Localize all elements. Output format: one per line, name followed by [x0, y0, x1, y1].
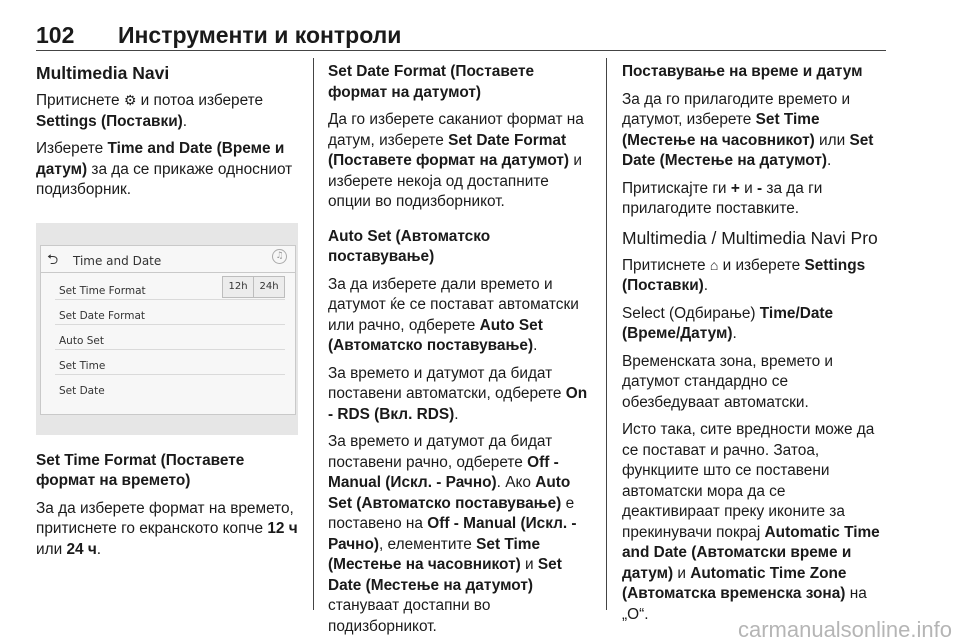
- paragraph: Да го изберете саканиот формат на датум, изберете Set Date Format (Поставете формат на датумот) и изберете некоја од достапните опции во подизборникот.: [328, 111, 584, 210]
- section-heading: Multimedia Navi: [36, 63, 170, 83]
- paragraph: За да го прилагодите времето и датумот, изберете Set Time (Местење на часовникот) или Set Date (Местење на датумот).: [622, 90, 874, 169]
- chapter-title: Инструменти и контроли: [118, 22, 402, 48]
- header-rule: [36, 50, 886, 51]
- home-icon: ⌂: [709, 256, 719, 273]
- column-3: [622, 62, 884, 632]
- gear-icon: ⚙: [123, 92, 137, 108]
- paragraph: Притискајте ги + и - за да ги прилагодите поставките.: [622, 179, 823, 217]
- music-note-icon: ♫: [272, 249, 287, 264]
- paragraph: Select (Одбирање) Time/Date (Време/Датум).: [622, 304, 834, 342]
- menu-row: Set Time Format 12h 24h: [55, 275, 285, 300]
- segment-24h: 24h: [253, 276, 285, 298]
- sub-heading: Поставување на време и датум: [622, 63, 863, 80]
- sub-heading: Auto Set (Автоматско поставување): [328, 227, 491, 265]
- page-header: [36, 22, 886, 52]
- menu-row: Auto Set: [55, 325, 285, 350]
- display-screen: [40, 245, 296, 415]
- paragraph: Временската зона, времето и датумот стандардно се обезбедуваат автоматски.: [622, 352, 834, 411]
- watermark: carmanualsonline.info: [737, 617, 952, 642]
- paragraph: Притиснете ⌂ и изберете Settings (Поставки).: [622, 256, 866, 294]
- sub-heading: Set Time Format (Поставете формат на времето): [36, 451, 245, 489]
- segment-12h: 12h: [222, 276, 254, 298]
- column-divider: [606, 58, 607, 610]
- paragraph: За времето и датумот да бидат поставени рачно, одберете Off - Manual (Искл. - Рачно). Ако Auto Set (Автоматско поставување) е поставено на Off - Manual (Искл. - Рачно), елементите Set Time (Местење на часовникот) и Set Date (Местење на датумот) стануваат достапни во подизборникот.: [328, 433, 577, 635]
- menu-row: Set Date Format: [55, 300, 285, 325]
- column-1: [36, 62, 298, 567]
- column-divider: [313, 58, 314, 610]
- paragraph: Исто така, сите вредности може да се постават и рачно. Затоа, функциите што се поставени автоматски мора да се деактивираат преку иконите за прекинувачи покрај Automatic Time and Date (Автоматски време и датум) и Automatic Time Zone (Автоматска временска зона) на „О“.: [622, 421, 880, 623]
- menu-row: Set Date: [59, 384, 105, 397]
- column-2: [328, 62, 590, 644]
- screen-title: Time and Date: [73, 253, 162, 268]
- paragraph: За времето и датумот да бидат поставени автоматски, одберете On - RDS (Вкл. RDS).: [328, 364, 588, 423]
- paragraph: За да изберете формат на времето, притиснете го екранското копче 12 ч или 24 ч.: [36, 499, 298, 558]
- screen-header: [41, 246, 295, 273]
- page-number: 102: [36, 22, 75, 48]
- section-heading: Multimedia / Multimedia Navi Pro: [622, 227, 878, 248]
- paragraph: Изберете Time and Date (Време и датум) за да се прикаже односниот подизборник.: [36, 140, 293, 198]
- menu-row: Set Time: [55, 350, 285, 375]
- back-arrow-icon: ⮌: [47, 251, 59, 268]
- screen-illustration: [36, 223, 298, 435]
- paragraph: За да изберете дали времето и датумот ќе се поставaт автоматски или рачно, одберете Auto Set (Автоматско поставување).: [328, 275, 579, 354]
- sub-heading: Set Date Format (Поставете формат на датумот): [328, 63, 535, 101]
- time-format-toggle: [223, 276, 285, 296]
- paragraph: Притиснете ⚙ и потоа изберете Settings (Поставки).: [36, 92, 264, 130]
